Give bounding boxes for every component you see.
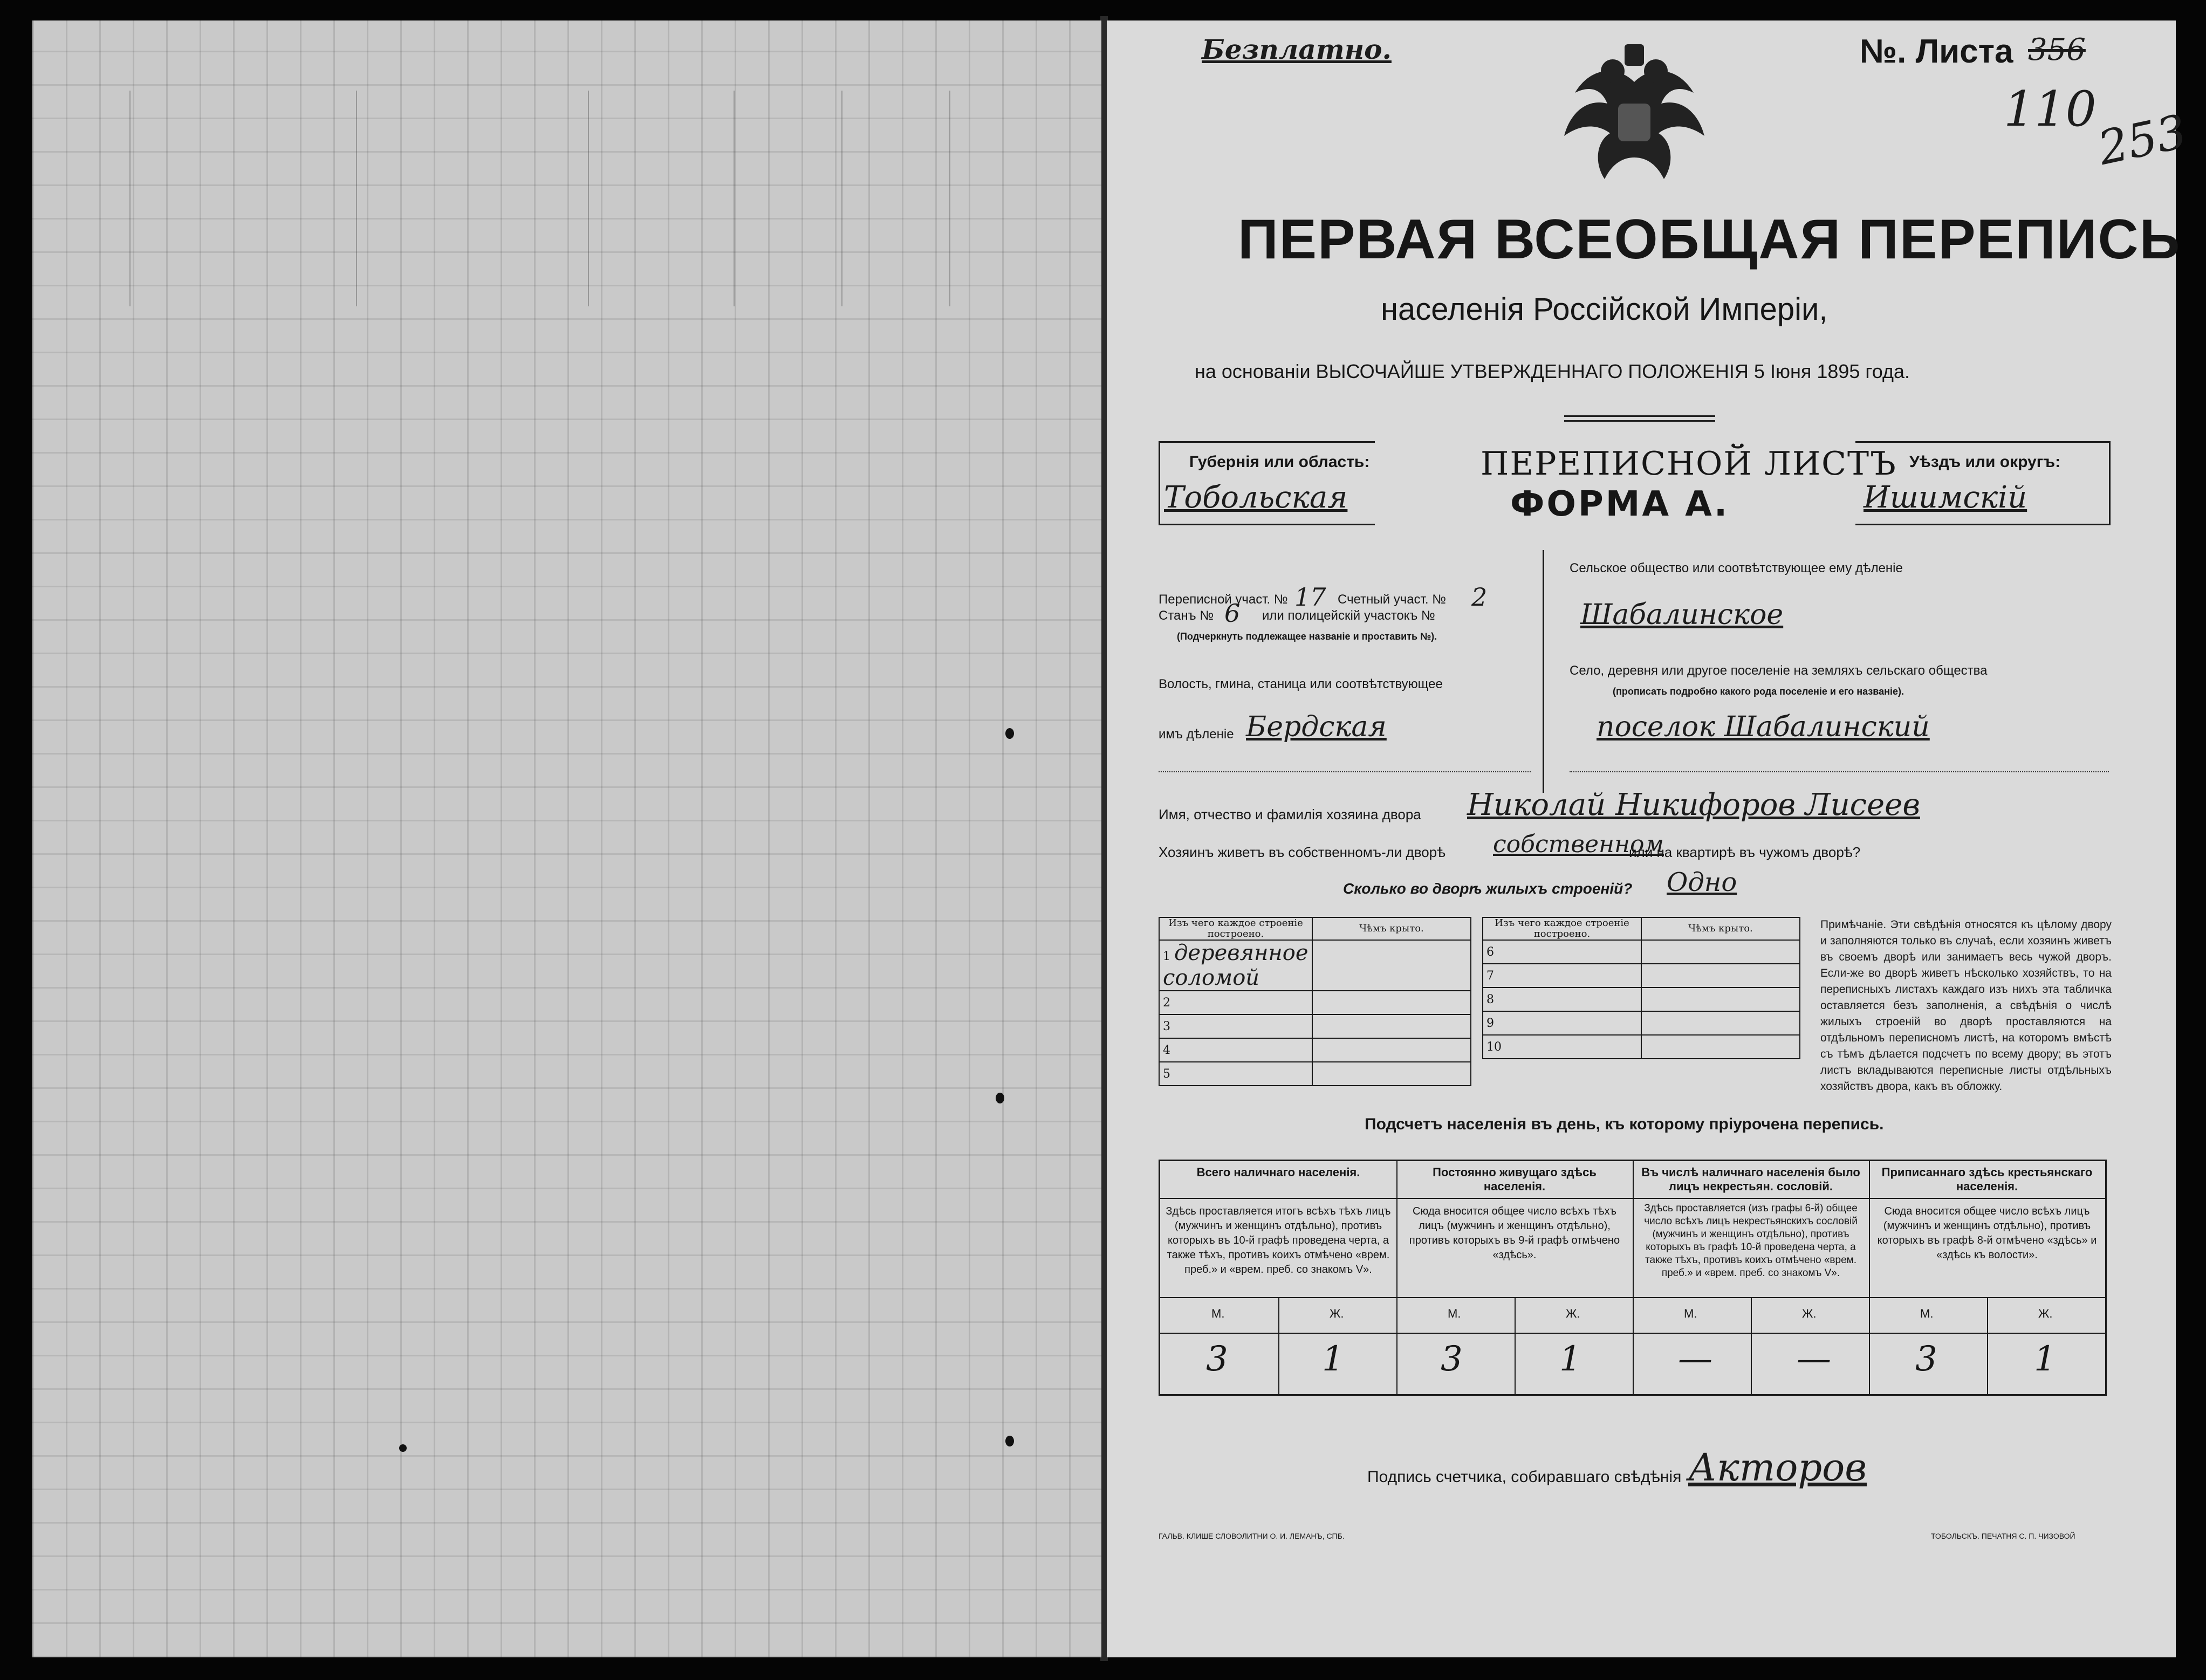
- archive-number: 253: [2093, 105, 2191, 176]
- lives-value: собственном: [1493, 831, 1664, 858]
- buildings-table-left: [1159, 917, 1471, 1086]
- total-female-value: 1: [1322, 1339, 1344, 1379]
- guberniya-value: Тобольская: [1164, 480, 1348, 515]
- ornament-divider: [1564, 415, 1715, 422]
- count-col4-head: Приписаннаго здѣсь крестьянскаго населенія.: [1881, 1165, 2093, 1193]
- ghost-rule: [129, 91, 131, 306]
- society-value: Шабалинское: [1580, 599, 1784, 631]
- lives-label-2: или на квартирѣ въ чужомъ дворѣ?: [1629, 844, 1861, 860]
- uezd-label: Уѣздъ или округъ:: [1909, 453, 2061, 471]
- underline-hint: (Подчеркнуть подлежащее названіе и проставить №).: [1177, 631, 1437, 642]
- fields-divider: [1543, 550, 1544, 793]
- imperial-eagle-emblem: [1553, 33, 1715, 195]
- male-label: М.: [1920, 1307, 1934, 1320]
- count-col1-head: Всего наличнаго населенія.: [1196, 1165, 1360, 1179]
- printer-imprint-left: ГАЛЬВ. КЛИШЕ СЛОВОЛИТНИ О. И. ЛЕМАНЪ, СПБ.: [1159, 1532, 1345, 1540]
- count-col-rule: [1869, 1161, 1870, 1394]
- building-row: 7: [1483, 964, 1641, 988]
- stan-value: 6: [1224, 599, 1241, 628]
- buildings-label: Сколько во дворѣ жилыхъ строеній?: [1343, 880, 1633, 897]
- count-col1-desc: Здѣсь проставляется итогъ всѣхъ тѣхъ лицъ (мужчинъ и женщинъ отдѣльно), противъ которыхъ въ 10-й графѣ проведена черта, а также тѣхъ, противъ коихъ отмѣчено «врем. преб.» и «врем. преб. со знакомъ V».: [1166, 1205, 1391, 1276]
- count-mf-split: [1515, 1297, 1516, 1394]
- peasant-female-value: 1: [2034, 1339, 2056, 1379]
- population-count-table: [1159, 1160, 2107, 1396]
- nonpeasant-male-value: —: [1678, 1339, 1712, 1379]
- volost-label-2: имъ дѣленіе: [1159, 727, 1234, 742]
- village-hint: (прописать подробно какого рода поселеніе и его названіе).: [1613, 686, 1904, 697]
- material-header: Изъ чего каждое строеніе построено.: [1159, 917, 1312, 940]
- enumerator-signature: Акторов: [1688, 1445, 1867, 1490]
- society-label: Сельское общество или соотвѣтствующее ему дѣленіе: [1570, 561, 1903, 575]
- lives-label: Хозяинъ живетъ въ собственномъ-ли дворѣ: [1159, 844, 1446, 860]
- village-label: Село, деревня или другое поселеніе на земляхъ сельскаго общества: [1570, 663, 1988, 678]
- ghost-rule: [949, 91, 950, 306]
- male-label: М.: [1448, 1307, 1461, 1320]
- female-label: Ж.: [1566, 1307, 1580, 1320]
- printer-imprint-right: ТОБОЛЬСКЪ. ПЕЧАТНЯ С. П. ЧИЗОВОЙ: [1931, 1532, 2075, 1540]
- count-col3-head: Въ числѣ наличнаго населенія было лицъ некрестьян. сословій.: [1641, 1165, 1860, 1193]
- male-label: М.: [1211, 1307, 1225, 1320]
- material-header: Изъ чего каждое строеніе построено.: [1483, 917, 1641, 940]
- building-row: 3: [1159, 1014, 1312, 1038]
- census-district-label: Переписной участ. №: [1159, 592, 1288, 607]
- binding-hole: [996, 1093, 1004, 1103]
- ghost-rule: [734, 91, 735, 306]
- resident-male-value: 3: [1441, 1339, 1463, 1379]
- census-legal-basis: на основаніи ВЫСОЧАЙШЕ УТВЕРЖДЕННАГО ПОЛОЖЕНІЯ 5 Іюня 1895 года.: [1195, 360, 1910, 382]
- buildings-table-right: [1482, 917, 1800, 1059]
- ghost-rule: [356, 91, 357, 306]
- count-col4-desc: Сюда вносится общее число всѣхъ лицъ (мужчинъ и женщинъ отдѣльно), противъ которыхъ въ графѣ 8-й отмѣчено «здѣсь» и «здѣсь къ волости».: [1877, 1205, 2097, 1261]
- census-subtitle: населенія Россійской Имперіи,: [1381, 292, 1828, 327]
- count-district-label: Счетный участ. №: [1338, 592, 1446, 607]
- count-mf-split: [1987, 1297, 1988, 1394]
- stan-label: Станъ №: [1159, 608, 1214, 623]
- ghost-rule: [588, 91, 589, 306]
- peasant-male-value: 3: [1915, 1339, 1937, 1379]
- building-row: 5: [1159, 1062, 1312, 1086]
- resident-female-value: 1: [1559, 1339, 1581, 1379]
- count-district-value: 2: [1471, 582, 1488, 612]
- volost-label: Волость, гмина, станица или соотвѣтствующее: [1159, 677, 1443, 691]
- ghost-rule: [841, 91, 842, 306]
- left-page-grid: [32, 20, 1101, 1657]
- building-row: 8: [1483, 988, 1641, 1011]
- roof-header: Чѣмъ крыто.: [1312, 917, 1471, 940]
- police-district-label: или полицейскій участокъ №: [1262, 608, 1435, 623]
- count-title: Подсчетъ населенія въ день, къ которому пріурочена перепись.: [1365, 1115, 1884, 1133]
- binding-hole: [1005, 1436, 1014, 1446]
- building-row: 4: [1159, 1038, 1312, 1062]
- count-col3-desc: Здѣсь проставляется (изъ графы 6-й) общее число всѣхъ лицъ некрестьянскихъ сословій (мужчинъ и женщинъ отдѣльно), противъ которыхъ въ графѣ 10-й проведена черта, а также тѣхъ, противъ коихъ отмѣчено «врем. преб.» и «врем. преб. со знакомъ V».: [1644, 1203, 1858, 1279]
- female-label: Ж.: [1330, 1307, 1344, 1320]
- building-row: 2: [1159, 991, 1312, 1014]
- village-extra-line: [1570, 771, 2109, 772]
- binding-hole: [1005, 728, 1014, 739]
- free-label: Безплатно.: [1202, 33, 1392, 65]
- owner-label: Имя, отчество и фамилія хозяина двора: [1159, 806, 1421, 822]
- female-label: Ж.: [1802, 1307, 1817, 1320]
- building-row: 6: [1483, 940, 1641, 964]
- count-mf-split: [1751, 1297, 1752, 1394]
- village-value: поселок Шабалинский: [1597, 711, 1930, 743]
- guberniya-label: Губернія или область:: [1189, 453, 1370, 471]
- buildings-value: Одно: [1667, 867, 1737, 897]
- total-male-value: 3: [1206, 1339, 1228, 1379]
- sheet-number-struck: 356: [2028, 32, 2086, 67]
- binding-hole: [399, 1444, 407, 1452]
- building-row: 1 деревянное соломой: [1159, 940, 1312, 991]
- buildings-note: Примѣчаніе. Эти свѣдѣнія относятся къ цѣлому двору и заполняются только въ случаѣ, если хозяинъ живетъ въ своемъ дворѣ или занимаетъ весь чужой дворъ. Если-же во дворѣ живетъ нѣсколько хозяйствъ, то на переписныхъ листахъ каждаго изъ нихъ эта табличка оставляется безъ заполненія, а свѣдѣнія о числѣ жилыхъ строеній во дворѣ проставляются на отдѣльномъ переписномъ листѣ, на которомъ вмѣстѣ съ тѣмъ дѣлается подсчетъ по всему двору; въ этотъ листъ вкладываются переписные листы отдѣльныхъ хозяйствъ двора, какъ въ обложку.: [1820, 918, 2112, 1093]
- count-col-rule: [1396, 1161, 1397, 1394]
- count-col2-head: Постоянно живущаго здѣсь населенія.: [1433, 1165, 1597, 1193]
- male-label: М.: [1684, 1307, 1697, 1320]
- signature-label: Подпись счетчика, собиравшаго свѣдѣнія: [1367, 1468, 1682, 1486]
- volost-value: Бердская: [1246, 711, 1387, 743]
- uezd-value: Ишимскій: [1864, 480, 2027, 515]
- building-row: 10: [1483, 1035, 1641, 1059]
- sheet-number: 110: [2004, 81, 2097, 138]
- census-main-title: ПЕРВАЯ ВСЕОБЩАЯ ПЕРЕПИСЬ: [1238, 208, 2181, 271]
- sheet-title: ПЕРЕПИСНОЙ ЛИСТЪ: [1481, 445, 1897, 483]
- count-col2-desc: Сюда вносится общее число всѣхъ тѣхъ лицъ (мужчинъ и женщинъ отдѣльно), противъ которыхъ въ 9-й графѣ отмѣчено «здѣсь».: [1409, 1205, 1620, 1261]
- nonpeasant-female-value: —: [1797, 1339, 1831, 1379]
- volost-extra-line: [1159, 771, 1531, 772]
- sheet-label: №. Листа: [1860, 33, 2013, 70]
- form-title: ФОРМА А.: [1510, 484, 1730, 524]
- owner-value: Николай Никифоров Лисеев: [1467, 787, 1920, 822]
- count-mf-split: [1278, 1297, 1279, 1394]
- female-label: Ж.: [2038, 1307, 2053, 1320]
- building-row: 9: [1483, 1011, 1641, 1035]
- count-col-rule: [1633, 1161, 1634, 1394]
- roof-header: Чѣмъ крыто.: [1641, 917, 1800, 940]
- census-district-value: 17: [1294, 582, 1326, 612]
